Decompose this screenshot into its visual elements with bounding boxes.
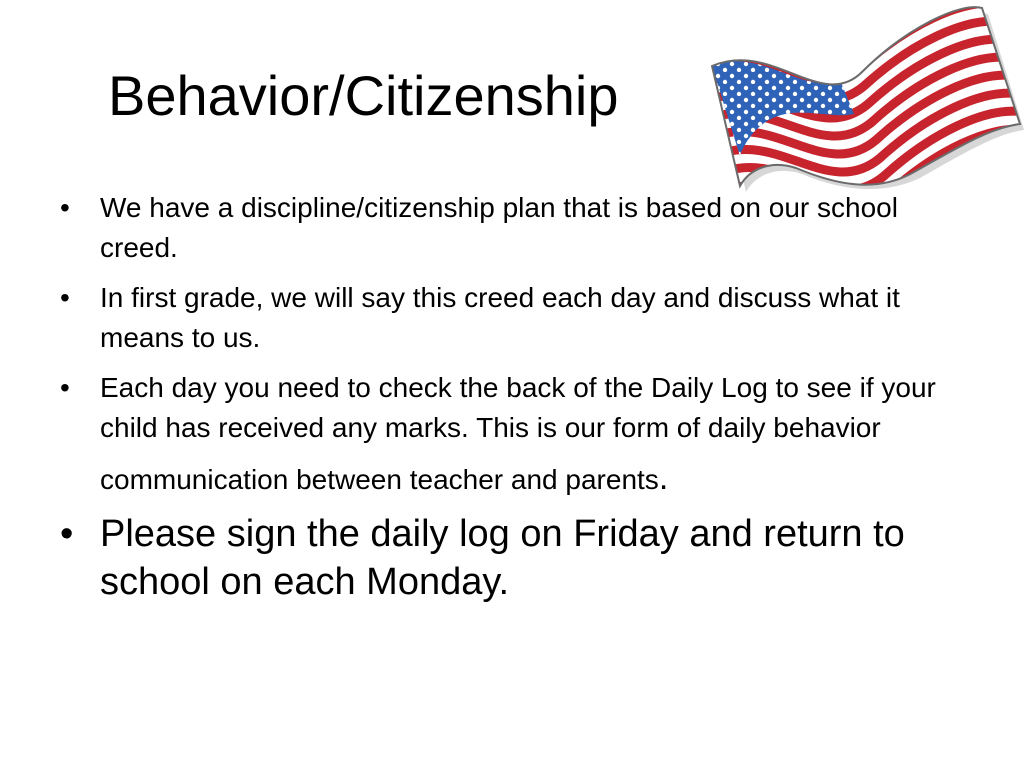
bullet-marker: • xyxy=(60,282,70,313)
bullet-marker: • xyxy=(60,372,70,403)
bullet-marker: • xyxy=(60,513,74,555)
bullet-item xyxy=(56,510,976,606)
slide-title: Behavior/Citizenship xyxy=(108,64,619,127)
bullet-item xyxy=(56,188,976,268)
bullet-list xyxy=(56,188,976,616)
bullet-item xyxy=(56,278,976,358)
bullet-item xyxy=(56,368,976,500)
bullet-text-last-word: parents xyxy=(565,464,659,495)
bullet-text: In first grade, we will say this creed each day and discuss what it means to us. xyxy=(100,282,900,353)
american-flag-icon xyxy=(700,0,1024,196)
bullet-text: Each day you need to check the back of the Daily Log to see if your child has received any marks. This is our form of daily behavior communication between teacher and xyxy=(100,372,936,495)
bullet-text: Please sign the daily log on Friday and return to school on each Monday. xyxy=(100,513,905,603)
bullet-marker: • xyxy=(60,192,70,223)
bullet-text: We have a discipline/citizenship plan that is based on our school creed. xyxy=(100,192,898,263)
bullet-end-mark: . xyxy=(658,459,669,497)
